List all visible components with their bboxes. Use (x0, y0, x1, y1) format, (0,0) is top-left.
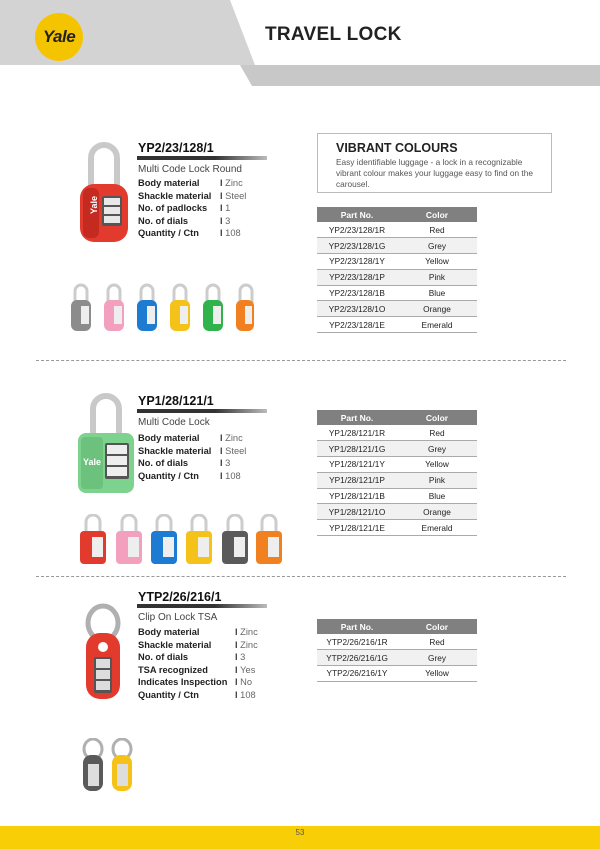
table-row (317, 317, 477, 333)
spec-row (138, 626, 258, 639)
product-2-color-variants-image (78, 514, 288, 566)
part-color: Orange (397, 504, 477, 520)
part-number: YP2/23/128/1B (317, 285, 397, 301)
table-row (317, 269, 477, 285)
spec-row (138, 445, 246, 458)
spec-label: Shackle material (138, 190, 212, 201)
footer-bar (0, 826, 600, 849)
vibrant-colours-box (317, 133, 552, 193)
spec-row (138, 676, 258, 689)
table-row (317, 504, 477, 520)
part-number: YP1/28/121/1P (317, 472, 397, 488)
table-row (317, 488, 477, 504)
spec-row (138, 470, 246, 483)
spec-value: I Zinc (235, 626, 258, 639)
part-color: Grey (397, 238, 477, 254)
table-row (317, 472, 477, 488)
table-row (317, 301, 477, 317)
part-color: Grey (397, 650, 477, 666)
product-2-specs (138, 432, 246, 482)
part-number: YP1/28/121/1O (317, 504, 397, 520)
spec-label: Quantity / Ctn (138, 470, 199, 481)
spec-label: Quantity / Ctn (138, 228, 199, 238)
product-1-subtitle: Multi Code Lock Round (138, 164, 242, 175)
part-color: Red (397, 222, 477, 238)
yale-logo: Yale (35, 13, 83, 61)
part-color: Emerald (397, 317, 477, 333)
spec-row (138, 457, 246, 470)
product-3-model-rule (137, 604, 267, 608)
spec-row (138, 190, 246, 203)
spec-value: I 3 (220, 457, 230, 470)
spec-row (138, 664, 258, 677)
table-row (317, 457, 477, 473)
table-row (317, 650, 477, 666)
part-color: Pink (397, 472, 477, 488)
part-color: Blue (397, 488, 477, 504)
part-number: YTP2/26/216/1R (317, 634, 397, 650)
section-divider (36, 576, 566, 577)
part-number: YP2/23/128/1O (317, 301, 397, 317)
part-number: YP1/28/121/1E (317, 520, 397, 536)
svg-text:Yale: Yale (89, 195, 99, 214)
part-number: YP2/23/128/1P (317, 269, 397, 285)
product-1-main-lock-image (75, 142, 133, 246)
table-row (317, 285, 477, 301)
product-1-model-rule (137, 156, 267, 160)
product-2-model: YP1/28/121/1 (138, 394, 214, 408)
column-header-part: Part No. (317, 619, 397, 634)
spec-value: I 108 (220, 227, 241, 240)
table-row (317, 634, 477, 650)
spec-row (138, 689, 258, 702)
part-color: Red (397, 634, 477, 650)
part-number: YP1/28/121/1R (317, 425, 397, 441)
spec-label: Body material (138, 178, 200, 188)
part-color: Orange (397, 301, 477, 317)
part-number: YP2/23/128/1R (317, 222, 397, 238)
part-color: Emerald (397, 520, 477, 536)
part-color: Yellow (397, 457, 477, 473)
part-number: YP1/28/121/1Y (317, 457, 397, 473)
product-1-parts-table (317, 207, 477, 333)
page-title: TRAVEL LOCK (265, 24, 402, 45)
column-header-color: Color (397, 207, 477, 222)
product-2-main-lock-image (75, 391, 137, 496)
spec-label: Shackle material (138, 639, 212, 650)
product-1-specs (138, 177, 246, 240)
part-number: YP1/28/121/1B (317, 488, 397, 504)
table-row (317, 520, 477, 536)
part-color: Red (397, 425, 477, 441)
spec-label: Quantity / Ctn (138, 689, 199, 700)
spec-value: I Zinc (220, 432, 243, 445)
product-3-parts-table (317, 619, 477, 682)
spec-label: No. of dials (138, 652, 189, 662)
product-3-color-variants-image (80, 738, 138, 794)
spec-row (138, 639, 258, 652)
column-header-part: Part No. (317, 207, 397, 222)
part-color: Yellow (397, 254, 477, 270)
column-header-part: Part No. (317, 410, 397, 425)
spec-label: Shackle material (138, 445, 212, 456)
table-row (317, 441, 477, 457)
product-2-model-rule (137, 409, 267, 413)
product-1-color-variants-image (70, 283, 255, 333)
part-number: YP2/23/128/1G (317, 238, 397, 254)
table-row (317, 222, 477, 238)
table-row (317, 425, 477, 441)
part-number: YTP2/26/216/1Y (317, 666, 397, 682)
part-number: YP2/23/128/1E (317, 317, 397, 333)
table-header-row (317, 207, 477, 222)
spec-label: No. of dials (138, 215, 189, 226)
product-3-specs (138, 626, 258, 701)
table-header-row (317, 410, 477, 425)
section-divider (36, 360, 566, 361)
spec-label: TSA recognized (138, 664, 208, 675)
vibrant-colours-title: VIBRANT COLOURS (336, 141, 458, 155)
product-3-main-lock-image (82, 603, 124, 703)
spec-value: I 3 (220, 215, 230, 228)
spec-value: I Steel (220, 445, 246, 458)
part-number: YTP2/26/216/1G (317, 650, 397, 666)
spec-label: No. of padlocks (138, 203, 208, 213)
spec-row (138, 227, 246, 240)
spec-label: Indicates Inspection (138, 677, 228, 687)
product-3-model: YTP2/26/216/1 (138, 590, 222, 604)
part-color: Grey (397, 441, 477, 457)
spec-label: No. of dials (138, 458, 189, 468)
product-2-subtitle: Multi Code Lock (138, 417, 210, 428)
part-color: Blue (397, 285, 477, 301)
table-row (317, 666, 477, 682)
part-number: YP2/23/128/1Y (317, 254, 397, 270)
spec-row (138, 432, 246, 445)
spec-value: I 3 (235, 651, 245, 664)
spec-value: I Zinc (220, 177, 243, 190)
spec-value: I Steel (220, 190, 246, 203)
svg-text:Yale: Yale (83, 457, 102, 467)
spec-value: I No (235, 676, 252, 689)
table-row (317, 238, 477, 254)
table-header-row (317, 619, 477, 634)
spec-row (138, 177, 246, 190)
part-color: Yellow (397, 666, 477, 682)
table-row (317, 254, 477, 270)
spec-row (138, 202, 246, 215)
spec-row (138, 215, 246, 228)
product-1-model: YP2/23/128/1 (138, 141, 214, 155)
spec-value: I 1 (220, 202, 230, 215)
product-3-subtitle: Clip On Lock TSA (138, 612, 218, 623)
column-header-color: Color (397, 410, 477, 425)
column-header-color: Color (397, 619, 477, 634)
product-2-parts-table (317, 410, 477, 536)
spec-value: I 108 (235, 689, 256, 702)
spec-label: Body material (138, 627, 200, 637)
part-number: YP1/28/121/1G (317, 441, 397, 457)
spec-value: I 108 (220, 470, 241, 483)
part-color: Pink (397, 269, 477, 285)
spec-value: I Yes (235, 664, 255, 677)
spec-row (138, 651, 258, 664)
spec-label: Body material (138, 433, 200, 443)
vibrant-colours-text: Easy identifiable luggage - a lock in a recognizable vibrant colour makes your luggage easy to find on the carousel. (336, 157, 533, 189)
spec-value: I Zinc (235, 639, 258, 652)
page-number: 53 (295, 828, 305, 837)
